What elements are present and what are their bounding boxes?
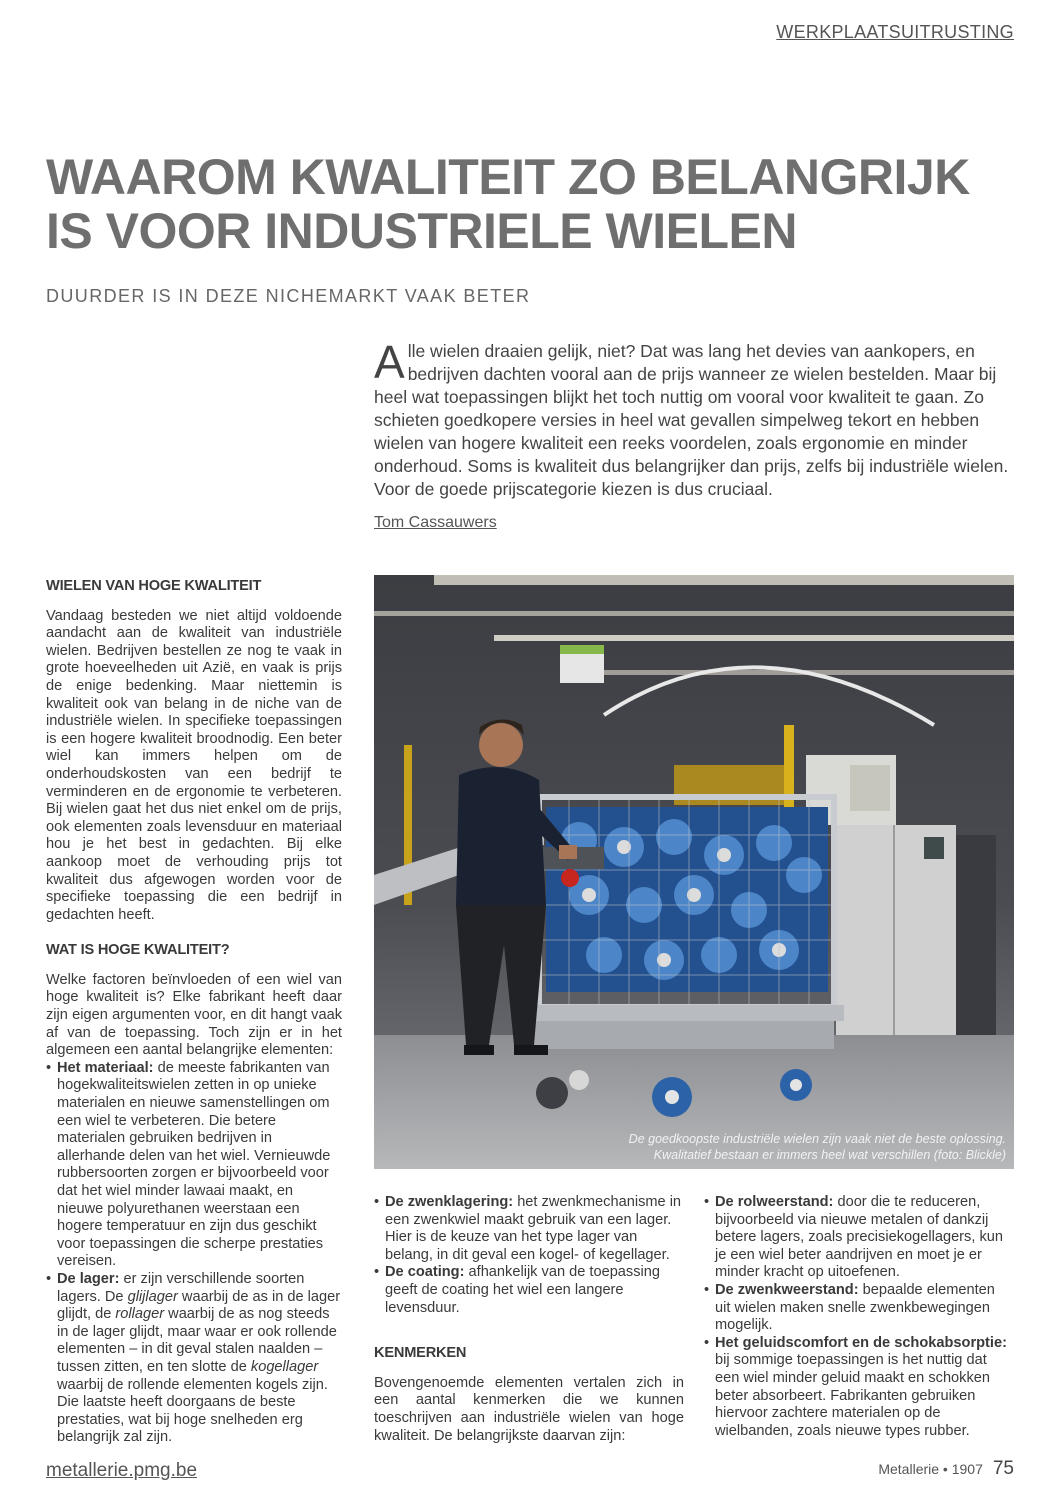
bullet-label: De zwenklagering: <box>385 1194 514 1210</box>
list-item <box>704 1282 1014 1335</box>
bullet-label: De rolweerstand: <box>715 1194 834 1210</box>
paragraph-quality: Vandaag besteden we niet altijd voldoende aandacht aan de kwaliteit van industriële wielen. Bedrijven bestellen ze nog te vaak in grote hoeveelheden uit Azië, en vaak is prijs de enige bedenking. Maar niettemin is kwaliteit ook van belang in de niche van de industriële wielen. In specifieke toepassingen is een hogere kwaliteit broodnodig. Een beter wiel kan immers helpen om de onderhoudskosten van een bedrijf te verminderen en de ergonomie te verbeteren. Bij wielen gaat het dus niet enkel om de prijs, ook elementen zoals levensduur en materiaal hou je het best in gedachten. Bij elke aankoop moet de verhouding prijs tot kwaliteit dus afgewogen worden voor de specifieke toepassing die een bedrijf in gedachten heeft. <box>46 607 342 923</box>
bullet-text: waarbij de rollende elementen kogels zijn. Die laatste heeft doorgaans de beste prestaties, wat bij hoge snelheden erg belangrijk zal zijn. <box>57 1376 328 1446</box>
bullet-label: De lager: <box>57 1270 120 1287</box>
list-item <box>374 1264 684 1317</box>
bullet-icon: • <box>704 1194 710 1210</box>
bullet-text: de meeste fabrikanten van hogekwaliteitswielen zetten in op unieke materialen en nieuwe samenstellingen om een wiel te verbeteren. Die betere materialen gebruiken bedrijven in allerhande delen van het wiel. Vernieuwde rubbersoorten zorgen er bijvoorbeeld voor dat het wiel minder lawaai maakt, en nieuwe polyurethanen weerstaan een hogere temperatuur en zijn dus geschikt voor toepassingen die scherpe prestaties vereisen. <box>57 1059 331 1270</box>
photo-caption <box>629 1131 1006 1163</box>
paragraph-features: Bovengenoemde elementen vertalen zich in een aantal kenmerken die we kunnen toeschrijven aan industriële wielen van hoge kwaliteit. De belangrijkste daarvan zijn: <box>374 1374 684 1444</box>
bullet-text: waarbij de as in de lager glijdt, de <box>57 1288 341 1323</box>
page-number: 75 <box>992 1458 1014 1479</box>
bullet-label: Het geluidscomfort en de schokabsorptie: <box>715 1334 1007 1351</box>
list-item <box>46 1271 342 1447</box>
bullet-term: kogellager <box>250 1358 319 1375</box>
bullet-text: door die te reduceren, bijvoorbeeld via nieuwe metalen of dankzij betere lagers, zoals precisiekogellagers, kun je een wiel beter aandrijven en moet je er minder kracht op uitoefenen. <box>715 1194 1003 1281</box>
intro-paragraph <box>374 336 1014 501</box>
author-link[interactable]: Tom Cassauwers <box>374 514 497 531</box>
article-title: WAAROM KWALITEIT ZO BELANGRIJK IS VOOR INDUSTRIELE WIELEN <box>46 149 970 259</box>
paragraph-what-is: Welke factoren beïnvloeden of een wiel van hoge kwaliteit is? Elke fabrikant heeft daar zijn eigen argumenten voor, en dit hangt vaak af van de toepassing. Toch zijn er in het algemeen een aantal belangrijke elementen: <box>46 971 342 1059</box>
bullet-label: Het materiaal: <box>57 1059 154 1076</box>
factory-photo-illustration <box>374 575 1014 1169</box>
caption-line: De goedkoopste industriële wielen zijn vaak niet de beste oplossing. <box>628 1132 1006 1146</box>
column-middle <box>374 1194 684 1445</box>
bullet-list-right <box>704 1194 1014 1440</box>
bullet-icon: • <box>704 1334 710 1351</box>
bullet-icon: • <box>374 1264 380 1281</box>
bullet-text: bij sommige toepassingen is het nuttig dat een wiel minder geluid maakt en schokken beter absorbeert. Fabrikanten gebruiken hiervoor zachtere materialen op de wielbanden, zoals nieuwe types rubber. <box>715 1352 991 1439</box>
bullet-list-left <box>46 1060 342 1447</box>
bullet-text: er zijn verschillende soorten lagers. De <box>57 1270 305 1305</box>
bullet-term: rollager <box>115 1306 165 1323</box>
bullet-text: waarbij de as nog steeds in de lager glijdt, maar waar er ook rollende elementen – in dit geval stalen naalden – tussen zitten, en ten slotte de <box>57 1306 337 1375</box>
bullet-icon: • <box>374 1194 380 1210</box>
bullet-icon: • <box>704 1281 710 1298</box>
list-item <box>704 1194 1014 1282</box>
bullet-text: bepaalde elementen uit wielen maken snelle zwenkbewegingen mogelijk. <box>715 1281 995 1334</box>
footer-url-link[interactable]: metallerie.pmg.be <box>46 1460 198 1481</box>
intro-block <box>374 336 1014 534</box>
bullet-text: het zwenkmechanisme in een zwenkwiel maakt gebruik van een lager. Hier is de keuze van het type lager van belang, in dit geval een kogel- of kegellager. <box>385 1194 682 1263</box>
section-heading-quality: WIELEN VAN HOGE KWALITEIT <box>46 578 262 594</box>
issue-label: Metallerie • 1907 <box>878 1461 983 1477</box>
list-item <box>374 1194 684 1264</box>
footer-issue <box>878 1458 1014 1480</box>
section-tag: WERKPLAATSUITRUSTING <box>776 22 1014 42</box>
article-photo <box>374 575 1014 1169</box>
article-subtitle: DUURDER IS IN DEZE NICHEMARKT VAAK BETER <box>46 286 531 306</box>
intro-text: lle wielen draaien gelijk, niet? Dat was lang het devies van aankopers, en bedrijven dachten vooral aan de prijs wanneer ze wielen bestelden. Maar bij heel wat toepassingen blijkt het toch nuttig om vooral voor kwaliteit te gaan. Zo schieten goedkopere versies in heel wat gevallen simpelweg tekort en hebben wielen van hogere kwaliteit een reeks voordelen, zoals ergonomie en minder onderhoud. Soms is kwaliteit dus belangrijker dan prijs, zelfs bij industriële wielen. Voor de goede prijscategorie kiezen is dus cruciaal. <box>374 341 1009 499</box>
bullet-text: afhankelijk van de toepassing geeft de coating het wiel een langere levensduur. <box>385 1264 660 1316</box>
bullet-icon: • <box>46 1059 52 1076</box>
bullet-term: glijlager <box>127 1288 178 1305</box>
column-right <box>704 1194 1014 1440</box>
bullet-label: De zwenkweerstand: <box>715 1281 859 1298</box>
column-left <box>46 578 342 1447</box>
bullet-label: De coating: <box>385 1264 465 1281</box>
section-heading-what-is: WAT IS HOGE KWALITEIT? <box>46 942 230 959</box>
list-item <box>46 1060 342 1271</box>
list-item <box>704 1335 1014 1441</box>
caption-line: Kwalitatief bestaan er immers heel wat verschillen (foto: Blickle) <box>653 1148 1006 1162</box>
drop-cap: A <box>374 336 405 388</box>
section-heading-features: KENMERKEN <box>374 1345 467 1362</box>
bullet-list-middle <box>374 1194 684 1317</box>
bullet-icon: • <box>46 1270 52 1287</box>
